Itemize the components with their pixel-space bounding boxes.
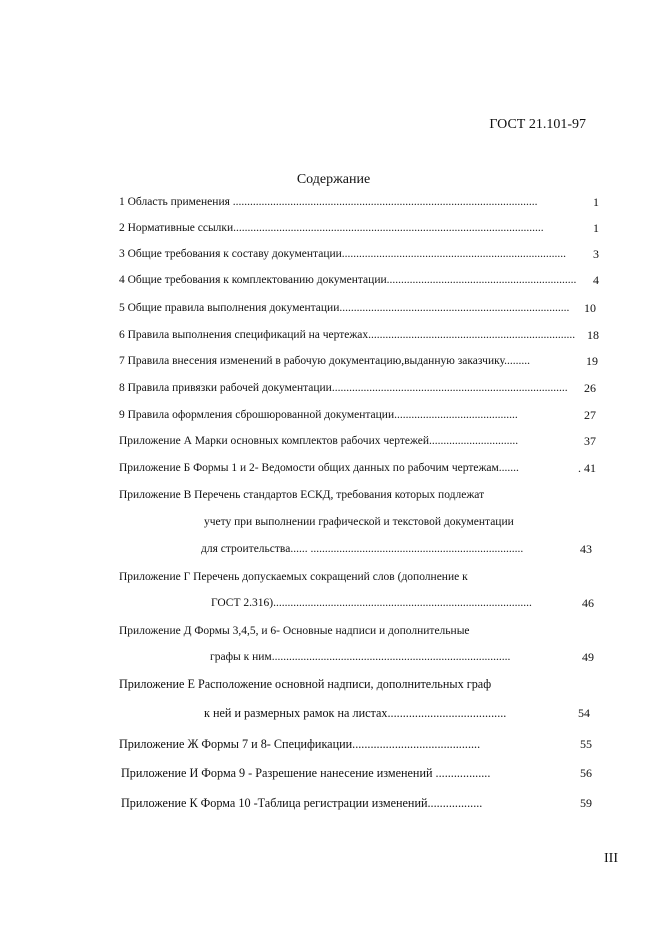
toc-page-9: 27 [584, 408, 596, 422]
toc-page-5: 10 [584, 301, 596, 315]
toc-entry-9[interactable]: 9 Правила оформления сброшюрованной документации........................................... [119, 409, 518, 421]
toc-page-16: 55 [580, 737, 592, 751]
toc-entry-14[interactable]: Приложение Д Формы 3,4,5, и 6- Основные надписи и дополнительные [119, 625, 470, 637]
toc-page-1: 1 [593, 195, 599, 209]
toc-page-7: 19 [586, 354, 598, 368]
toc-entry-13-end[interactable]: ГОСТ 2.316).......................................................................................... [211, 597, 532, 609]
toc-entry-18[interactable]: Приложение К Форма 10 -Таблица регистрации изменений.................. [121, 796, 483, 810]
toc-entry-3[interactable]: 3 Общие требования к составу документации.............................................................................. [119, 248, 567, 260]
toc-page-12: 43 [580, 542, 592, 556]
toc-page-8: 26 [584, 381, 596, 395]
toc-page-17: 56 [580, 766, 592, 780]
toc-entry-8[interactable]: 8 Правила привязки рабочей документации.................................................................................. [119, 382, 568, 394]
toc-page-14: 49 [582, 650, 594, 664]
toc-entry-6[interactable]: 6 Правила выполнения спецификаций на чертежах........................................................................ [119, 329, 576, 341]
toc-page-13: 46 [582, 596, 594, 610]
toc-entry-10[interactable]: Приложение А Марки основных комплектов рабочих чертежей............................... [119, 435, 519, 447]
toc-entry-15[interactable]: Приложение Е Расположение основной надписи, дополнительных граф [119, 677, 492, 691]
toc-title: Содержание [296, 172, 371, 187]
toc-entry-4[interactable]: 4 Общие требования к комплектованию документации.................................................................. [119, 274, 577, 286]
toc-page-15: 54 [578, 706, 590, 720]
toc-entry-16[interactable]: Приложение Ж Формы 7 и 8- Спецификации.......................................... [119, 737, 481, 751]
page-number: III [604, 851, 618, 866]
toc-page-6: 18 [587, 328, 599, 342]
toc-entry-12[interactable]: Приложение В Перечень стандартов ЕСКД, требования которых подлежат [119, 489, 485, 501]
toc-page-3: 3 [593, 247, 599, 261]
toc-page-4: 4 [593, 273, 599, 287]
toc-entry-12-cont[interactable]: учету при выполнении графической и текстовой документации [204, 516, 514, 528]
toc-entry-14-end[interactable]: графы к ним................................................................................... [210, 651, 511, 663]
toc-entry-15-end[interactable]: к ней и размерных рамок на листах....................................... [204, 706, 507, 720]
toc-page-10: 37 [584, 434, 596, 448]
toc-entry-7[interactable]: 7 Правила внесения изменений в рабочую документацию,выданную заказчику......... [119, 355, 531, 367]
toc-entry-17[interactable]: Приложение И Форма 9 - Разрешение нанесение изменений .................. [121, 766, 491, 780]
toc-entry-11[interactable]: Приложение Б Формы 1 и 2- Ведомости общих данных по рабочим чертежам....... [119, 462, 519, 474]
toc-entry-1[interactable]: 1 Область применения .......................................................................................................... [119, 196, 538, 208]
toc-entry-12-end[interactable]: для строительства...... .......................................................................... [201, 543, 524, 555]
toc-entry-2[interactable]: 2 Нормативные ссылки............................................................................................................ [119, 222, 544, 234]
toc-page-18: 59 [580, 796, 592, 810]
toc-page-11: . 41 [578, 461, 596, 475]
toc-page-2: 1 [593, 221, 599, 235]
toc-entry-13[interactable]: Приложение Г Перечень допускаемых сокращений слов (дополнение к [119, 571, 468, 583]
standard-number: ГОСТ 21.101-97 [489, 117, 586, 132]
toc-entry-5[interactable]: 5 Общие правила выполнения документации................................................................................ [119, 302, 570, 314]
